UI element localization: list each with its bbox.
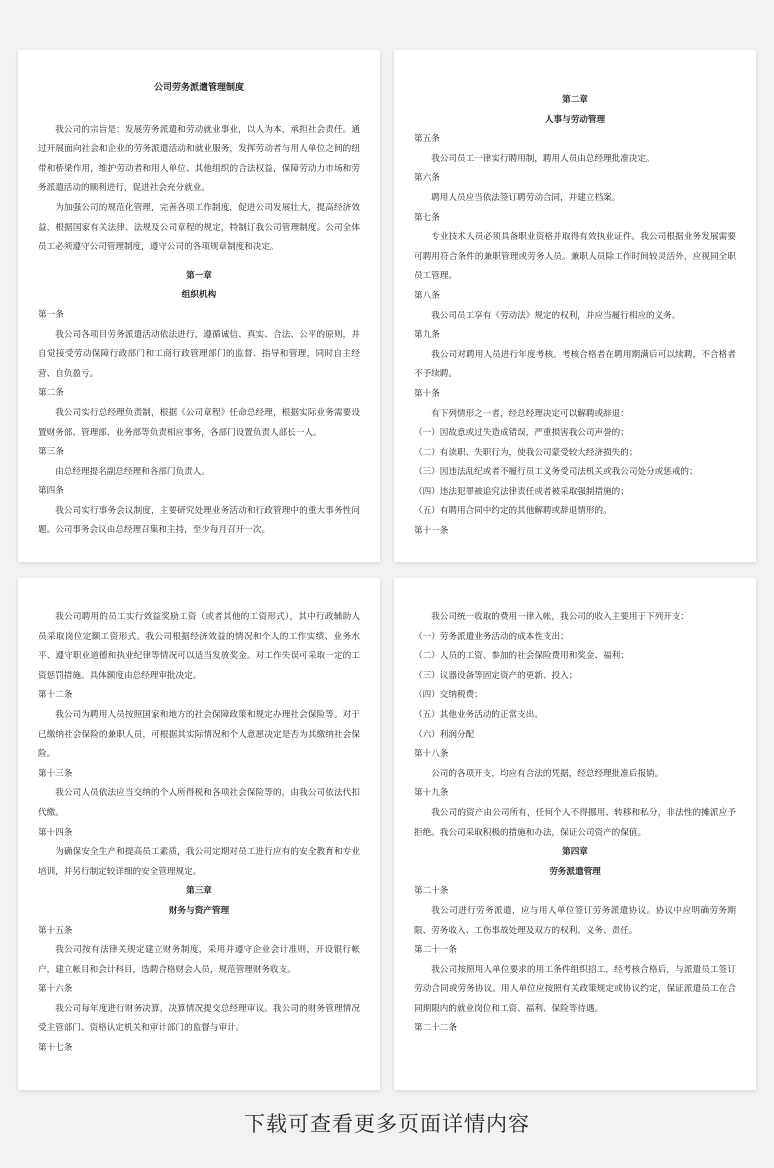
list-item: （一）劳务派遣业务活动的成本性支出； [414, 631, 569, 642]
list-item: （四）违法犯罪被追究法律责任或者被采取强制措施的； [414, 486, 629, 497]
document-page-2 [394, 50, 756, 562]
article-heading: 第十条 [414, 388, 440, 399]
article-heading: 第十五条 [38, 925, 73, 936]
article-heading: 第十二条 [38, 690, 73, 701]
list-item: （五）其他业务活动的正常支出。 [414, 709, 543, 720]
article-text: 公司的各项开支，均应有合法的凭据，经总经理批准后报销。 [431, 768, 664, 779]
article-heading: 第二十一条 [414, 945, 457, 956]
article-text: 我公司每年度进行财务决算，决算情况提交总经理审议。我公司的财务管理情况受主管部门、资格认定机关和审计部门的监督与审计。 [38, 1003, 360, 1034]
list-item: （一）因故意或过失造成错误，严重损害我公司声誉的； [414, 428, 629, 439]
article-text: 我公司员工享有《劳动法》规定的权利，并应当履行相应的义务。 [431, 310, 681, 321]
chapter-title: 人事与劳动管理 [544, 114, 606, 125]
article-text: 我公司为聘用人员按照国家和地方的社会保障政策和规定办理社会保险等。对于已缴纳社会保险的兼职人员，可根据其实际情况和个人意愿决定是否为其缴纳社会保险。 [38, 709, 360, 760]
article-heading: 第八条 [414, 290, 440, 301]
article-heading: 第十一条 [414, 526, 449, 537]
article-heading: 第十七条 [38, 1043, 73, 1054]
chapter-heading: 第二章 [562, 95, 588, 105]
document-page-1 [18, 50, 380, 562]
article-text: 由总经理提名副总经理和各部门负责人。 [55, 466, 210, 477]
list-item: （三）议器设备等固定资产的更新、投入； [414, 670, 578, 681]
article-text: 有下列情形之一者，经总经理决定可以解聘或辞退： [431, 408, 629, 419]
chapter-title: 劳务派遣管理 [549, 866, 601, 877]
article-text: 我公司聘用的员工实行效益奖励工资（或者其他的工资形式），其中行政辅助人员采取岗位定额工资形式。我公司根据经济效益的情况和个人的工作实绩、业务水平、遵守职业道德和执业纪律等情况可以适当发放奖金。对工作失误可采取一定的工资惩罚措施。具体额度由总经理审批决定。 [38, 612, 360, 681]
article-text: 我公司按有法律关规定建立财务制度，采用并遵守企业会计准则，开设银行帐户，建立帐目和会计科目，选聘合格财会人员，规范管理财务收支。 [38, 945, 360, 975]
article-heading: 第五条 [414, 134, 440, 145]
list-item: （三）因违法乱纪或者不履行员工义务受司法机关或我公司处分或惩戒的； [414, 467, 698, 478]
article-heading: 第二十条 [414, 886, 449, 897]
intro-paragraph: 为加强公司的规范化管理，完善各项工作制度，促进公司发展壮大，提高经济效益，根据国家有关法律、法规及公司章程的规定，特制订我公司管理制度。公司全体员工必须遵守公司管理制度，遵守公司的各项规章制度和决定。 [38, 202, 360, 253]
article-heading: 第一条 [38, 309, 64, 320]
article-heading: 第三条 [38, 447, 64, 458]
list-item: （六）利润分配 [414, 729, 475, 740]
article-heading: 第四条 [38, 486, 64, 497]
article-text: 我公司的资产由公司所有，任何个人不得挪用、转移和私分，非法性的摊派应予拒绝。我公司采取积极的措施和办法，保证公司资产的保值。 [414, 807, 736, 838]
article-text: 我公司按照用人单位要求的用工条件组织招工，经考核合格后，与派遣员工签订劳动合同或劳务协议。用人单位应按照有关政策规定或协议约定，保证派遣员工在合同期限内的就业岗位和工资、福利、保险等待遇。 [414, 964, 736, 1014]
chapter-title: 组织机构 [181, 290, 217, 301]
article-text: 我公司进行劳务派遣，应与用人单位签订劳务派遣协议。协议中应明确劳务期限、劳务收入、工伤事故处理及双方的权利、义务、责任。 [414, 905, 736, 936]
list-item: （五）有聘用合同中约定的其他解聘或辞退情形的。 [414, 506, 612, 517]
document-page-3 [18, 578, 380, 1090]
document-title: 公司劳务派遣管理制度 [153, 83, 244, 93]
article-text: 为确保安全生产和提高员工素质，我公司定期对员工进行应有的安全教育和专业培训，并另行制定较详细的安全管理规定。 [38, 847, 360, 877]
article-text: 我公司人员依法应当交纳的个人所得税和各项社会保险等的，由我公司依法代扣代缴。 [38, 788, 360, 818]
article-heading: 第九条 [414, 330, 440, 341]
download-more-caption[interactable]: 下载可查看更多页面详情内容 [244, 1112, 530, 1136]
article-heading: 第十三条 [38, 768, 73, 779]
document-page-4 [394, 578, 756, 1090]
article-heading: 第十四条 [38, 827, 73, 838]
article-text: 我公司各项目劳务派遣活动依法进行，遵循诚信、真实、合法、公平的原则，并自觉接受劳动保障行政部门和工商行政管理部门的监督、指导和管理，同时自主经营、自负盈亏。 [38, 329, 360, 379]
chapter-heading: 第一章 [186, 270, 212, 281]
article-text: 聘用人员应当依法签订聘劳动合同，并建立档案。 [431, 192, 621, 203]
article-text: 我公司实行总经理负责制，根据《公司章程》任命总经理，根据实际业务需要设置财务部、管理部、业务部等负责相应事务，各部门设置负责人部长一人。 [38, 407, 360, 438]
list-item: （二）人员的工资、参加的社会保险费用和奖金、福利； [414, 651, 629, 662]
article-heading: 第七条 [414, 212, 440, 223]
article-heading: 第十八条 [414, 749, 449, 760]
article-text: 我公司对聘用人员进行年度考核。考核合格者在聘用期满后可以续聘，不合格者不予续聘。 [414, 349, 736, 380]
intro-paragraph: 我公司的宗旨是：发展劳务派遣和劳动就业事业，以人为本，承担社会责任。通过开展面向社会和企业的劳务派遣活动和就业服务，发挥劳动者与用人单位之间的纽带和桥梁作用，维护劳动者和用人单位、其他组织的合法权益，保障劳动力市场和劳务派遣活动的顺利进行，促进社会充分就业。 [38, 124, 360, 194]
article-text: 专业技术人员必须具备职业资格并取得有效执业证件。我公司根据业务发展需要可聘用符合条件的兼职管理或劳务人员。兼职人员除工作时间较灵活外，应视同全职员工管理。 [414, 232, 736, 282]
article-heading: 第十六条 [38, 984, 73, 995]
list-item: （四）交纳税费； [414, 690, 483, 701]
article-heading: 第二条 [38, 388, 64, 399]
article-text: 我公司实行事务会议制度，主要研究处理业务活动和行政管理中的重大事务性问题。公司事务会议由总经理召集和主持，至少每月召开一次。 [38, 505, 360, 536]
article-heading: 第六条 [414, 173, 440, 184]
chapter-title: 财务与资产管理 [168, 905, 230, 916]
article-heading: 第十九条 [414, 788, 449, 799]
list-item: （二）有读职、失职行为，使我公司蒙受较大经济损失的； [414, 447, 638, 458]
article-text: 我公司统一收取的费用一律入帐，我公司的收入主要用于下列开支： [431, 612, 690, 622]
chapter-heading: 第四章 [562, 847, 588, 858]
article-heading: 第二十二条 [414, 1023, 457, 1034]
chapter-heading: 第三章 [186, 886, 212, 897]
article-text: 我公司员工一律实行聘用制，聘用人员由总经理批准决定。 [431, 153, 655, 164]
